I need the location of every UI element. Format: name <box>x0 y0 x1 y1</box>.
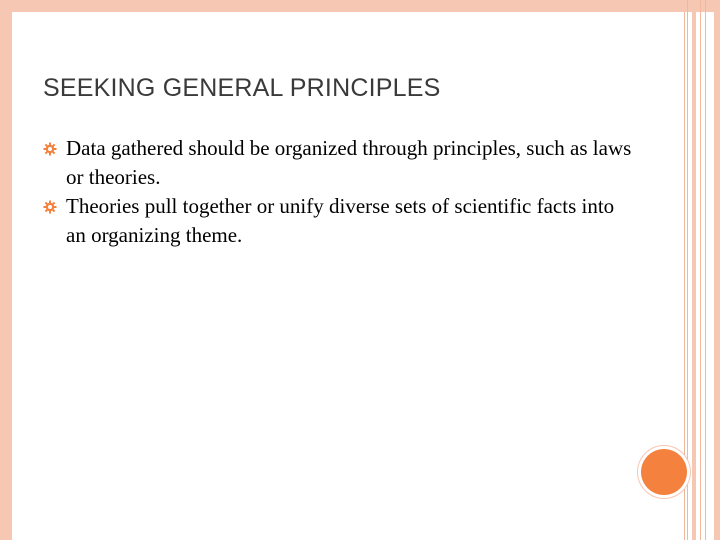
gear-bullet-icon <box>43 142 57 156</box>
frame-right-line <box>700 0 701 540</box>
frame-right-line <box>705 0 706 540</box>
slide-title: SEEKING GENERAL PRINCIPLES <box>43 74 441 102</box>
frame-left-border <box>0 0 12 540</box>
frame-top-border <box>0 0 720 12</box>
bullet-list <box>43 134 633 250</box>
bullet-text: Theories pull together or unify diverse sets of scientific facts into an organizing theme. <box>66 194 615 247</box>
bullet-item <box>43 192 633 250</box>
bullet-item <box>43 134 633 192</box>
frame-right-line <box>687 0 688 540</box>
decorative-orange-circle <box>641 449 687 495</box>
gear-bullet-icon <box>43 200 57 214</box>
frame-right-border <box>714 0 720 540</box>
bullet-text: Data gathered should be organized through principles, such as laws or theories. <box>66 136 632 189</box>
frame-right-band <box>692 0 696 540</box>
